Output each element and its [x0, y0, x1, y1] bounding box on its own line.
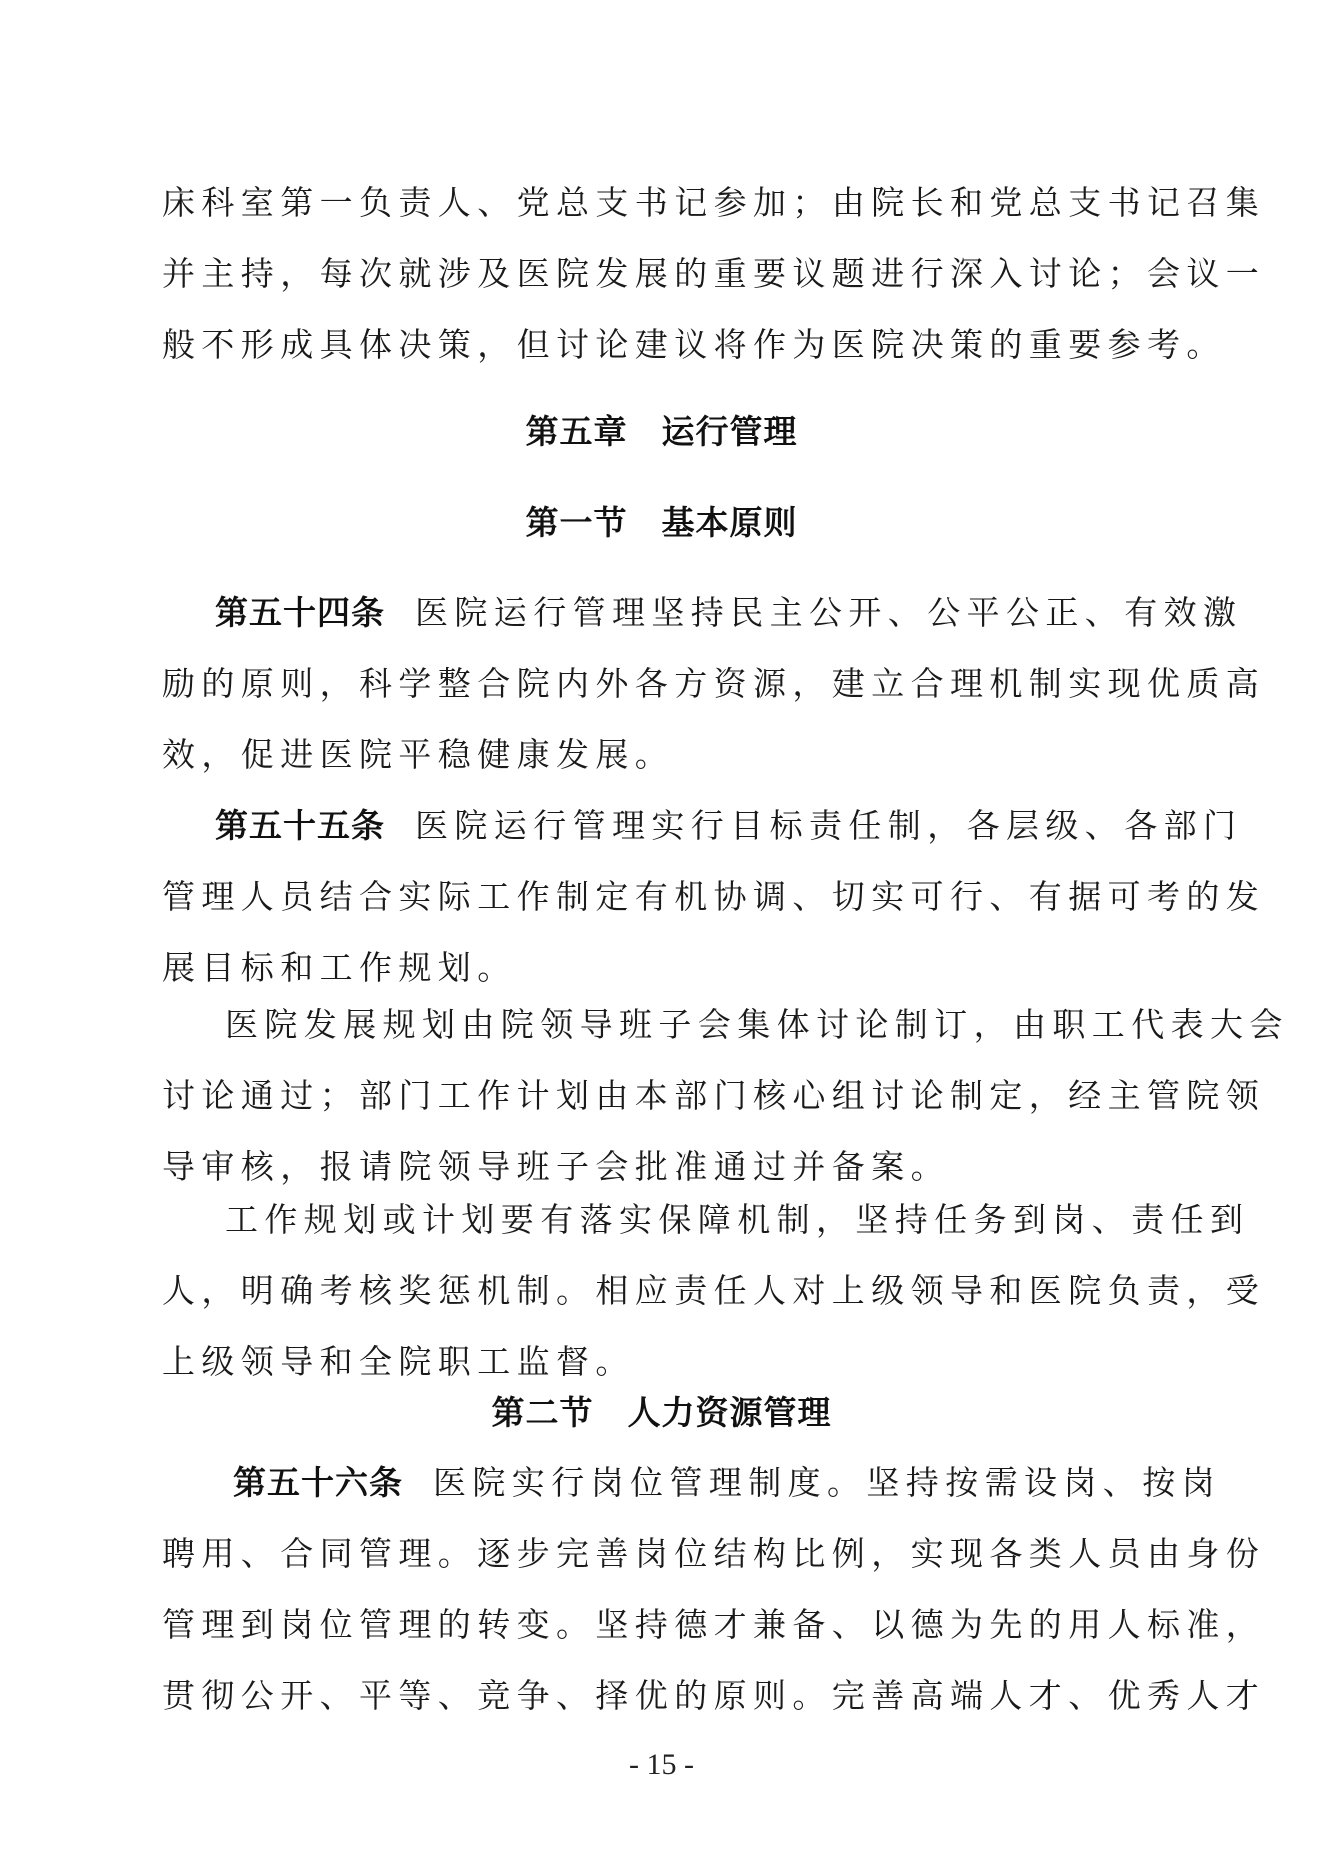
body-line: 工作规划或计划要有落实保障机制，坚持任务到岗、责任到	[225, 1200, 1250, 1239]
body-line: 医院发展规划由院领导班子会集体讨论制订，由职工代表大会	[225, 1005, 1289, 1044]
body-line: 导审核，报请院领导班子会批准通过并备案。	[162, 1147, 950, 1186]
article-first-line	[233, 1463, 1233, 1503]
body-line: 并主持，每次就涉及医院发展的重要议题进行深入讨论；会议一	[162, 254, 1266, 293]
article-label: 第五十四条	[215, 593, 385, 632]
article-label: 第五十六条	[233, 1463, 403, 1502]
body-line: 讨论通过；部门工作计划由本部门核心组讨论制定，经主管院领	[162, 1076, 1266, 1115]
section-title: 基本原则	[661, 503, 798, 542]
body-line: 展目标和工作规划。	[162, 948, 517, 987]
article-label: 第五十五条	[215, 806, 385, 845]
section-title: 人力资源管理	[627, 1393, 832, 1432]
body-line: 管理人员结合实际工作制定有机协调、切实可行、有据可考的发	[162, 877, 1266, 916]
body-line: 聘用、合同管理。逐步完善岗位结构比例，实现各类人员由身份	[162, 1534, 1266, 1573]
chapter-number: 第五章	[525, 412, 628, 451]
body-line: 效，促进医院平稳健康发展。	[162, 735, 675, 774]
section-number: 第二节	[491, 1393, 594, 1432]
article-text: 医院运行管理实行目标责任制，各层级、各部门	[415, 806, 1243, 845]
article-text: 医院实行岗位管理制度。坚持按需设岗、按岗	[433, 1463, 1221, 1502]
chapter-heading	[0, 412, 1323, 452]
body-line: 般不形成具体决策，但讨论建议将作为医院决策的重要参考。	[162, 325, 1226, 364]
section-heading	[0, 1393, 1323, 1433]
body-line: 贯彻公开、平等、竞争、择优的原则。完善高端人才、优秀人才	[162, 1676, 1266, 1715]
article-first-line	[215, 806, 1243, 846]
section-number: 第一节	[525, 503, 628, 542]
body-line: 人，明确考核奖惩机制。相应责任人对上级领导和医院负责，受	[162, 1271, 1266, 1310]
page-number: - 15 -	[629, 1748, 694, 1781]
section-heading	[0, 503, 1323, 543]
body-line: 管理到岗位管理的转变。坚持德才兼备、以德为先的用人标准，	[162, 1605, 1266, 1644]
body-line: 励的原则，科学整合院内外各方资源，建立合理机制实现优质高	[162, 664, 1266, 703]
chapter-title: 运行管理	[661, 412, 798, 451]
article-text: 医院运行管理坚持民主公开、公平公正、有效激	[415, 593, 1243, 632]
article-first-line	[215, 593, 1243, 633]
body-line: 上级领导和全院职工监督。	[162, 1342, 635, 1381]
body-line: 床科室第一负责人、党总支书记参加；由院长和党总支书记召集	[162, 183, 1266, 222]
